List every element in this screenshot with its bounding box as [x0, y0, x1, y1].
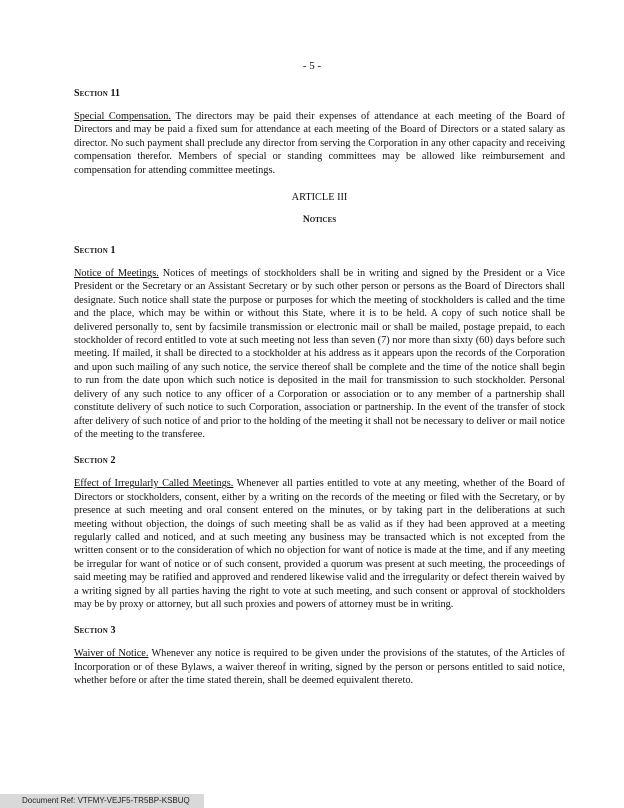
page-number: - 5 - — [302, 60, 322, 72]
section-1-paragraph — [74, 267, 565, 441]
section-11-text: The directors may be paid their expenses of attendance at each meeting of the Board of Directors and may be paid a fixed sum for attendance at each meeting of the Board of Directors or a stated salary as director. No such payment shall preclude any director from serving the Corporation in any other capacity and receiving compensation therefor. Members of special or standing committees may be allowed like reimbursement and compensation for attending committee meetings. — [74, 111, 565, 176]
section-1-title: Notice of Meetings. — [74, 268, 159, 280]
article-title: ARTICLE III — [291, 192, 348, 204]
article-subtitle: Notices — [302, 215, 337, 226]
section-11-heading: Section 11 — [74, 88, 121, 99]
section-2-title: Effect of Irregularly Called Meetings. — [74, 478, 234, 490]
section-3-title: Waiver of Notice. — [74, 648, 149, 660]
section-1-text: Notices of meetings of stockholders shall be in writing and signed by the President or a Vice President or the Secretary or an Assistant Secretary or by such other person or persons as the Board of Directors shall designate. Such notice shall state the purpose or purposes for which the meeting of stockholders is called and the time and the place, which may be within or without this State, where it is to be held. A copy of such notice shall be delivered personally to, sent by facsimile transmission or electronic mail or shall be mailed, postage prepaid, to each stockholder of record entitled to vote at such meeting not less than seven (7) nor more than sixty (60) days before such meeting. If mailed, it shall be directed to a stockholder at his address as it appears upon the records of the Corporation and upon such mailing of any such notice, the service thereof shall be complete and the time of the notice shall begin to run from the date upon which such notice is deposited in the mail for transmission to such stockholder. Personal delivery of any such notice to any officer of a Corporation or association or to any member of a partnership shall constitute delivery of such notice to such Corporation, association or partnership. In the event of the transfer of stock after delivery of such notice of and prior to the holding of the meeting it shall not be necessary to deliver or mail notice of the meeting to the transferee. — [74, 268, 565, 440]
document-ref-footer: Document Ref: VTFMY-VEJF5-TR5BP-KSBUQ — [0, 794, 204, 808]
document-body — [74, 87, 565, 688]
section-3-paragraph — [74, 647, 565, 687]
section-2-paragraph — [74, 477, 565, 611]
section-11-title: Special Compensation. — [74, 111, 171, 122]
section-3-heading: Section 3 — [74, 625, 116, 637]
section-2-heading: Section 2 — [74, 455, 116, 467]
section-3-text: Whenever any notice is required to be given under the provisions of the statutes, of the Articles of Incorporation or of these Bylaws, a waiver thereof in writing, signed by the person or persons entitled to said notice, whether before or after the time stated therein, shall be deemed equivalent thereto. — [74, 648, 565, 687]
section-1-heading: Section 1 — [74, 245, 116, 257]
section-2-text: Whenever all parties entitled to vote at any meeting, whether of the Board of Directors or stockholders, consent, either by a writing on the records of the meeting or filed with the Secretary, or by presence at such meeting and oral consent entered on the minutes, or by taking part in the deliberations at such meeting without objection, the doings of such meeting shall be as valid as if they had been approved at a meeting regularly called and noticed, and at such meeting any business may be transacted which is not excepted from the written consent or to the consideration of which no objection for want of notice is made at the time, and if any meeting be irregular for want of notice or of such consent, provided a quorum was present at such meeting, the proceedings of said meeting may be ratified and approved and rendered likewise valid and the irregularity or defect therein waived by a writing signed by all parties having the right to vote at such meeting, and such consent or approval of stockholders may be by proxy or attorney, but all such proxies and powers of attorney must be in writing. — [74, 478, 565, 610]
section-11-paragraph — [74, 110, 565, 177]
